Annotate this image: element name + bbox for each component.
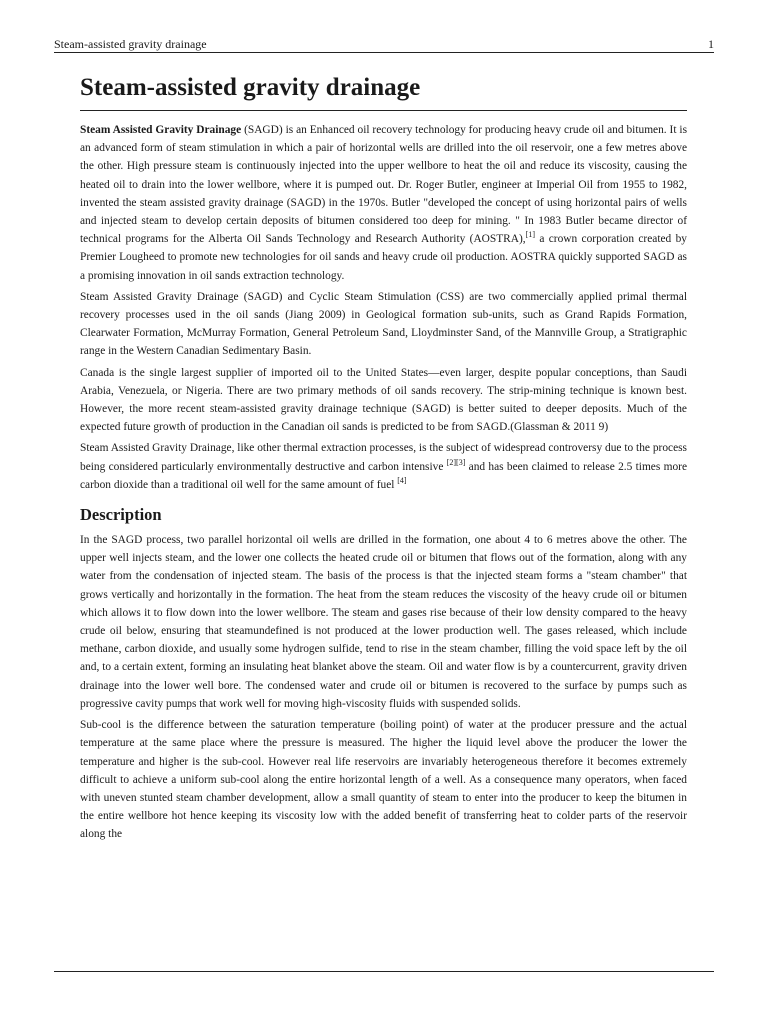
citation-4[interactable]: [4]	[397, 475, 407, 485]
running-header-title: Steam-assisted gravity drainage	[54, 37, 207, 51]
citation-1[interactable]: [1]	[525, 230, 535, 240]
intro-paragraph-1-text-b: a crown corporation created by Premier Lougheed to promote new technologies for oil sands and heavy crude oil production. AOSTRA quickly supported SAGD as a promising innovation in oil sands extraction technology.	[80, 233, 687, 282]
section-heading-description: Description	[80, 505, 162, 525]
page-number: 1	[708, 37, 714, 51]
article-title: Steam-assisted gravity drainage	[80, 70, 687, 111]
intro-paragraph-2: Steam Assisted Gravity Drainage (SAGD) and Cyclic Steam Stimulation (CSS) are two commercially applied primal thermal recovery processes used in the oil sands (Jiang 2009) in Geological formation sub-units, such as Grand Rapids Formation, Clearwater Formation, McMurray Formation, General Petroleum Sand, Lloydminster Sand, of the Mannville Group, a Stratigraphic range in the Western Canadian Sedimentary Basin.	[80, 290, 687, 358]
intro-paragraph-3: Canada is the single largest supplier of imported oil to the United States—even larger, despite popular conceptions, than Saudi Arabia, Venezuela, or Nigeria. There are two primary methods of oil sands recovery. The strip-mining technique is known best. However, the more recent steam-assisted gravity drainage technique (SAGD) is better suited to deeper deposits. Much of the expected future growth of production in the Canadian oil sands is predicted to be from SAGD.(Glassman & 2011 9)	[80, 366, 687, 434]
intro-paragraph-4-text-a: Steam Assisted Gravity Drainage, like other thermal extraction processes, is the subject of widespread controversy due to the process being considered particularly environmentally destructive and carbon intensive	[80, 442, 687, 473]
intro-paragraph-1	[80, 121, 687, 285]
intro-paragraph-1-text-a: (SAGD) is an Enhanced oil recovery technology for producing heavy crude oil and bitumen. It is an advanced form of steam stimulation in which a pair of horizontal wells are drilled into the oil reservoir, one a few metres above the other. High pressure steam is continuously injected into the upper wellbore to heat the oil and reduce its viscosity, causing the heated oil to drain into the lower wellbore, where it is pumped out. Dr. Roger Butler, engineer at Imperial Oil from 1955 to 1982, invented the steam assisted gravity drainage (SAGD) in the 1970s. Butler "developed the concept of using horizontal pairs of wells and injected steam to develop certain deposits of bitumen considered too deep for mining. " In 1983 Butler became director of technical programs for the Alberta Oil Sands Technology and Research Authority (AOSTRA),	[80, 124, 687, 246]
term-bold: Steam Assisted Gravity Drainage	[80, 124, 242, 136]
description-paragraph-1: In the SAGD process, two parallel horizontal oil wells are drilled in the formation, one about 4 to 6 metres above the other. The upper well injects steam, and the lower one collects the heated crude oil or bitumen that flows out of the formation, along with any water from the condensation of injected steam. The basis of the process is that the injected steam forms a "steam chamber" that grows vertically and horizontally in the formation. The heat from the steam reduces the viscosity of the heavy crude oil or bitumen which allows it to flow down into the lower wellbore. The steam and gases rise because of their low density compared to the heavy crude oil below, ensuring that steamundefined is not produced at the lower production well. The gases released, which include methane, carbon dioxide, and usually some hydrogen sulfide, tend to rise in the steam chamber, filling the void space left by the oil and, to a certain extent, forming an insulating heat blanket above the steam. Oil and water flow is by a countercurrent, gravity driven drainage into the lower well bore. The condensed water and crude oil or bitumen is recovered to the surface by pumps such as progressive cavity pumps that work well for moving high-viscosity fluids with suspended solids.	[80, 534, 687, 710]
citation-2-3[interactable]: [2][3]	[446, 457, 466, 467]
footer-rule	[54, 971, 714, 972]
article-body	[80, 70, 687, 847]
description-paragraph-2: Sub-cool is the difference between the saturation temperature (boiling point) of water at the producer pressure and the actual temperature at the same place where the pressure is measured. The higher the liquid level above the producer the lower the temperature and higher is the sub-cool. However real life reservoirs are invariably heterogeneous therefore it becomes extremely difficult to achieve a uniform sub-cool along the entire horizontal length of a well. As a consequence many operators, when faced with uneven stunted steam chamber development, allow a small quantity of steam to enter into the producer to keep the bitumen in the entire wellbore hot hence keeping its viscosity low with the added benefit of transferring heat to colder parts of the reservoir along the	[80, 719, 687, 841]
header-rule	[54, 52, 714, 53]
intro-paragraph-4-text-b: and has been claimed to release 2.5 times more carbon dioxide than a traditional oil well for the same amount of fuel	[80, 460, 687, 491]
intro-paragraph-4	[80, 439, 687, 494]
running-header	[54, 36, 714, 52]
